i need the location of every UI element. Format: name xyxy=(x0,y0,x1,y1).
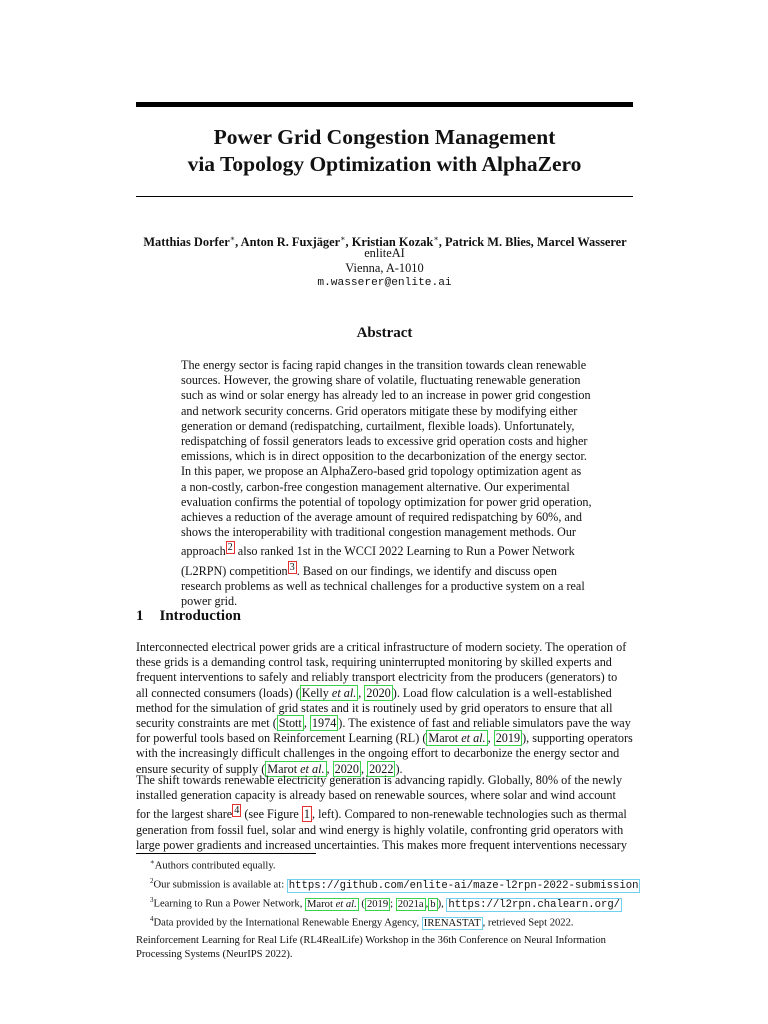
text-line: Interconnected electrical power grids are a critical infrastructure of modern society. The operation of xyxy=(136,640,627,654)
author: Marcel Wasserer xyxy=(536,235,627,250)
submission-url-link[interactable]: https://github.com/enlite-ai/maze-l2rpn-2022-submission xyxy=(288,879,639,892)
text-line: method for the simulation of grid states and it is routinely used by grid operators to ensure that all xyxy=(136,700,613,715)
abstract-line: emissions, which is in direct opposition to the decarbonization of the energy sector. xyxy=(181,449,587,464)
section-number: 1 xyxy=(136,608,144,624)
abstract-line: research problems as well as technical challenges for a productive system on a real xyxy=(181,578,585,593)
citation-kelly-2020[interactable]: Kelly et al. xyxy=(301,685,357,700)
venue-note xyxy=(136,934,633,962)
footnote-3: $^3$Learning to Run a Power Network, Marot et al. ( 2019 ; 2021a , b ), https://l2rpn.chalearn.org/ xyxy=(150,896,621,911)
title-bottom-rule xyxy=(136,196,633,197)
affiliation-org: enliteAI xyxy=(364,246,405,260)
footnote-ref-3[interactable]: 3 xyxy=(289,561,295,573)
footnote-1: ∗Authors contributed equally. xyxy=(150,858,276,872)
title-line-1: Power Grid Congestion Management xyxy=(213,125,556,149)
section-title: Introduction xyxy=(159,608,241,624)
footnote-ref-4[interactable]: 4 xyxy=(234,805,240,817)
abstract-line: In this paper, we propose an AlphaZero-based grid topology optimization agent as xyxy=(181,464,582,479)
author: Matthias Dorfer∗ xyxy=(143,234,236,250)
abstract-line: a non-costly, carbon-free congestion management alternative. Our experimental xyxy=(181,479,570,494)
text-line: security constraints are met ( Stott , 1974 ). The existence of fast and reliable simulators pave the way xyxy=(136,716,631,731)
text-line: for powerful tools based on Reinforcement Learning (RL) ( Marot et al. , 2019 ), supporting operators xyxy=(136,731,633,746)
text-line: ensure security of supply ( Marot et al. , 2020 , 2022 ). xyxy=(136,761,403,776)
text-line: for the largest share $^4$ (see Figure 1 , left). Compared to non-renewable technologies such as thermal xyxy=(136,805,627,822)
abstract-line: shows the interoperability with traditional congestion management methods. Our xyxy=(181,525,576,540)
intro-paragraph-1 xyxy=(136,640,633,777)
text-line: installed generation capacity is already based on renewable sources, where solar and wind account xyxy=(136,788,616,803)
abstract-heading: Abstract xyxy=(356,325,413,341)
citation-year[interactable]: 2022 xyxy=(369,761,394,776)
abstract-line: sources. However, the growing share of volatile, fluctuating renewable generation xyxy=(181,373,581,388)
intro-paragraph-2 xyxy=(136,773,633,853)
abstract-line: The energy sector is facing rapid changes in the transition towards clean renewable xyxy=(181,358,587,372)
text-line: frequent interventions to safely and reliably transport electricity from the producers (generators) to xyxy=(136,670,618,685)
author: Kristian Kozak∗ xyxy=(351,234,439,250)
abstract-line: achieves a reduction of the average amount of required redispatching by 60%, and xyxy=(181,510,583,525)
footnote-ref-2[interactable]: 2 xyxy=(227,542,233,554)
title-top-rule xyxy=(136,102,633,107)
venue-line: Reinforcement Learning for Real Life (RL4RealLife) Workshop in the 36th Conference on Neural Information xyxy=(136,935,606,946)
affiliation-city: Vienna, A-1010 xyxy=(345,261,424,275)
abstract-line: and network security concerns. Grid operators mitigate these by modifying either xyxy=(181,403,578,418)
citation-year[interactable]: 2019 xyxy=(366,898,389,910)
footnote-4: $^4$Data provided by the International Renewable Energy Agency, IRENASTAT , retrieved Sept 2022. xyxy=(150,915,574,929)
abstract-line: redispatching of fossil generators leads to excessive grid operation costs and higher xyxy=(181,434,588,449)
citation-stott-1974[interactable]: Stott xyxy=(278,716,302,731)
abstract-line: power grid. xyxy=(181,594,238,609)
author: Patrick M. Blies xyxy=(444,235,531,250)
text-line: these grids is a demanding control task, requiring uninterrupted monitoring by skilled experts and xyxy=(136,655,612,670)
abstract-body xyxy=(181,358,592,609)
abstract-line: (L2RPN) competition $^3$ . Based on our findings, we identify and discuss open xyxy=(181,561,558,578)
citation-year[interactable]: 1974 xyxy=(311,716,337,731)
text-line: large power gradients and increased uncertainties. This makes more frequent interventions necessary xyxy=(136,837,627,852)
abstract-line: such as wind or solar energy has already led to an increase in power grid congestion xyxy=(181,388,591,403)
footnote-rule xyxy=(136,853,316,854)
abstract-line: evaluation confirms the potential of topology optimization for power grid operation, xyxy=(181,494,592,509)
venue-line: Processing Systems (NeurIPS 2022). xyxy=(136,949,293,960)
text-line: The shift towards renewable electricity generation is advancing rapidly. Globally, 80% of the newly xyxy=(136,773,623,787)
title-line-2: via Topology Optimization with AlphaZero xyxy=(187,152,582,176)
author-list: Matthias Dorfer∗, Anton R. Fuxjäger∗, Kristian Kozak∗, Patrick M. Blies, Marcel Wasserer xyxy=(143,234,627,250)
citation-marot[interactable]: Marot et al. xyxy=(307,898,357,910)
section-heading-introduction xyxy=(136,608,241,625)
citation-year[interactable]: 2019 xyxy=(495,731,521,746)
text-line: generation from fossil fuel, solar and wind energy is highly volatile, confronting grid operators with xyxy=(136,822,624,837)
text-line: all connected consumers (loads) ( Kelly et al. , 2020 ). Load flow calculation is a well-established xyxy=(136,685,612,700)
author-email: m.wasserer@enlite.ai xyxy=(317,277,452,289)
citation-year[interactable]: 2021a xyxy=(397,898,424,910)
irenastat-link[interactable]: IRENASTAT xyxy=(423,917,481,929)
citation-marot-2019[interactable]: Marot et al. xyxy=(428,731,486,746)
paper-title xyxy=(136,124,633,178)
affiliation xyxy=(136,246,633,291)
figure-ref-1[interactable]: 1 xyxy=(303,807,310,822)
citation-marot-2020[interactable]: Marot et al. xyxy=(267,761,325,776)
footnote-2: $^2$Our submission is available at: https://github.com/enlite-ai/maze-l2rpn-2022-submission xyxy=(150,877,639,892)
l2rpn-url-link[interactable]: https://l2rpn.chalearn.org/ xyxy=(448,898,621,911)
citation-year[interactable]: 2020 xyxy=(366,685,391,700)
abstract-line: generation or demand (redispatching, curtailment, flexible loads). Unfortunately, xyxy=(181,418,575,433)
citation-year[interactable]: b xyxy=(430,898,436,910)
footnotes xyxy=(136,855,676,931)
abstract-line: approach $^2$ also ranked 1st in the WCCI 2022 Learning to Run a Power Network xyxy=(181,542,575,559)
text-line: with the increasingly difficult challenges in the ongoing effort to decarbonize the energy sector and xyxy=(136,746,620,761)
citation-year[interactable]: 2020 xyxy=(334,761,359,776)
author: Anton R. Fuxjäger∗ xyxy=(240,234,346,250)
